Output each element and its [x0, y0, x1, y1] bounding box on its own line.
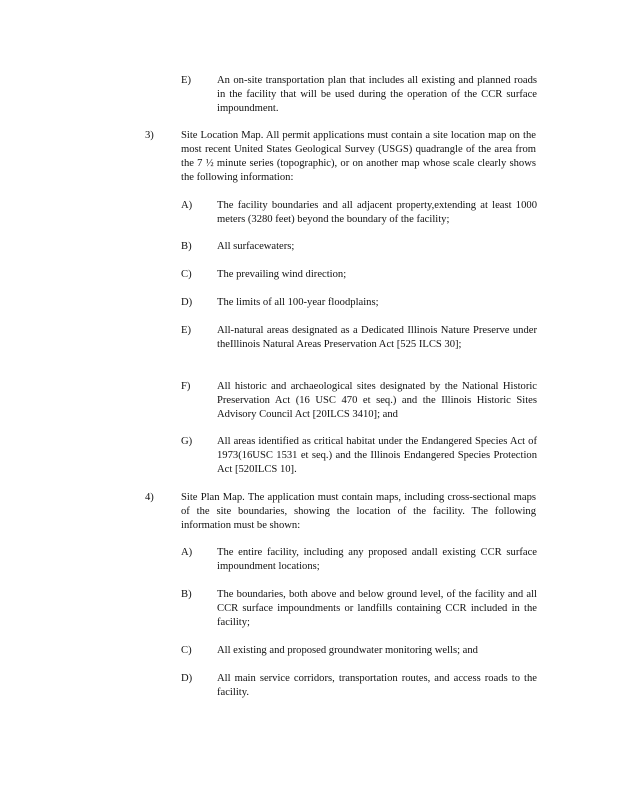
item-label: D)	[181, 673, 193, 684]
item-label: 4)	[145, 492, 154, 503]
item-text: Site Location Map. All permit applications must contain a site location map on the most recent United States Geological Survey (USGS) quadrangle of the area from the 7 ½ minute series (topographic), or on another map whose scale clearly shows the following information:	[181, 130, 536, 183]
item-text: An on-site transportation plan that includes all existing and planned roads in the facility that will be used during the operation of the CCR surface impoundment.	[217, 75, 537, 114]
item-text: All main service corridors, transportation routes, and access roads to the facility.	[217, 673, 537, 698]
item-label: 3)	[145, 130, 154, 141]
item-text: The entire facility, including any proposed andall existing CCR surface impoundment locations;	[217, 547, 537, 572]
item-text: The prevailing wind direction;	[217, 269, 347, 280]
item-label: B)	[181, 241, 192, 252]
item-text: All-natural areas designated as a Dedicated Illinois Nature Preserve under theIllinois Natural Areas Preservation Act [525 ILCS 30];	[217, 325, 537, 350]
item-label: D)	[181, 297, 193, 308]
item-label: E)	[181, 75, 191, 86]
item-text: All surfacewaters;	[217, 241, 295, 252]
item-text: All areas identified as critical habitat under the Endangered Species Act of 1973(16USC 1531 et seq.) and the Illinois Endangered Species Protection Act [520ILCS 10].	[217, 436, 537, 475]
item-label: E)	[181, 325, 191, 336]
item-label: A)	[181, 200, 193, 211]
item-text: The limits of all 100-year floodplains;	[217, 297, 379, 308]
item-text: The boundaries, both above and below ground level, of the facility and all CCR surface impoundments or landfills containing CCR included in the facility;	[217, 589, 537, 628]
item-text: All historic and archaeological sites designated by the National Historic Preservation Act (16 USC 470 et seq.) and the Illinois Historic Sites Advisory Council Act [20ILCS 3410]; and	[217, 381, 537, 420]
item-text: The facility boundaries and all adjacent property,extending at least 1000 meters (3280 feet) beyond the boundary of the facility;	[217, 200, 537, 225]
item-label: C)	[181, 645, 192, 656]
item-label: B)	[181, 589, 192, 600]
item-text: Site Plan Map. The application must contain maps, including cross-sectional maps of the site boundaries, showing the location of the facility. The following information must be shown:	[181, 492, 536, 531]
item-label: F)	[181, 381, 191, 392]
item-label: G)	[181, 436, 193, 447]
item-text: All existing and proposed groundwater monitoring wells; and	[217, 645, 478, 656]
item-label: A)	[181, 547, 193, 558]
item-label: C)	[181, 269, 192, 280]
